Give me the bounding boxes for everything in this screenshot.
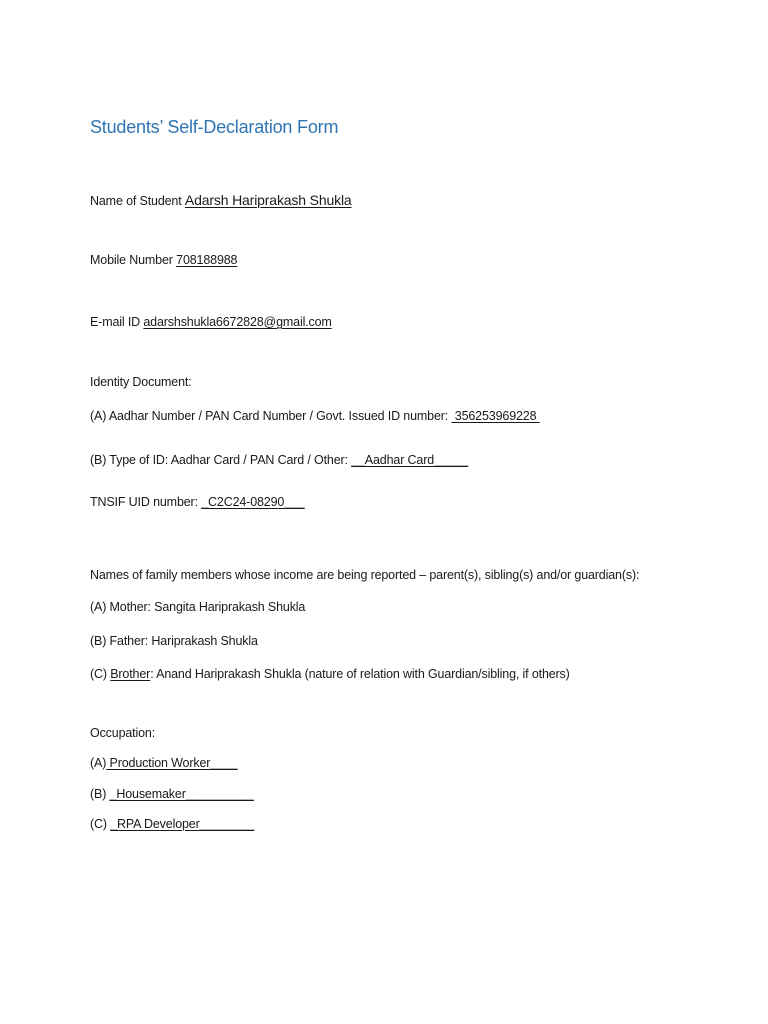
id-type-label: (B) Type of ID: Aadhar Card / PAN Card / Other: (90, 453, 348, 467)
id-number-row (90, 408, 540, 424)
occupation-c-value: _RPA Developer________ (110, 817, 255, 831)
family-heading: Names of family members whose income are being reported – parent(s), sibling(s) and/or guardian(s): (90, 568, 640, 582)
student-name-row (90, 192, 352, 209)
student-name-value: Adarsh Hariprakash Shukla (184, 192, 352, 208)
tnsif-row (90, 494, 305, 510)
identity-heading: Identity Document: (90, 375, 192, 389)
occupation-a-value: Production Worker____ (106, 756, 238, 770)
family-c-relation: Brother (110, 667, 151, 681)
occupation-c-row (90, 816, 254, 832)
tnsif-value: _C2C24-08290___ (201, 495, 305, 509)
mobile-row (90, 252, 237, 268)
form-title: Students’ Self-Declaration Form (90, 117, 339, 137)
occupation-b-value: _Housemaker__________ (109, 787, 254, 801)
occupation-c-label: (C) (90, 817, 107, 831)
email-row (90, 314, 332, 330)
family-member-brother (90, 666, 570, 682)
family-member-mother: (A) Mother: Sangita Hariprakash Shukla (90, 600, 306, 614)
occupation-a-label: (A) (90, 756, 107, 770)
family-member-father: (B) Father: Hariprakash Shukla (90, 634, 258, 648)
occupation-heading: Occupation: (90, 726, 156, 740)
family-c-prefix: (C) (90, 667, 107, 681)
email-label: E-mail ID (90, 315, 141, 329)
id-type-row (90, 452, 468, 468)
student-name-label: Name of Student (90, 194, 182, 208)
id-number-value: 356253969228 (451, 409, 540, 423)
occupation-a-row (90, 755, 237, 771)
occupation-b-label: (B) (90, 787, 107, 801)
email-value: adarshshukla6672828@gmail.com (143, 315, 332, 329)
family-c-rest: : Anand Hariprakash Shukla (nature of relation with Guardian/sibling, if others) (150, 667, 570, 681)
mobile-label: Mobile Number (90, 253, 173, 267)
occupation-b-row (90, 786, 254, 802)
tnsif-label: TNSIF UID number: (90, 495, 198, 509)
id-number-label: (A) Aadhar Number / PAN Card Number / Govt. Issued ID number: (90, 409, 449, 423)
mobile-value: 708188988 (176, 253, 238, 267)
id-type-value: __Aadhar Card_____ (351, 453, 469, 467)
